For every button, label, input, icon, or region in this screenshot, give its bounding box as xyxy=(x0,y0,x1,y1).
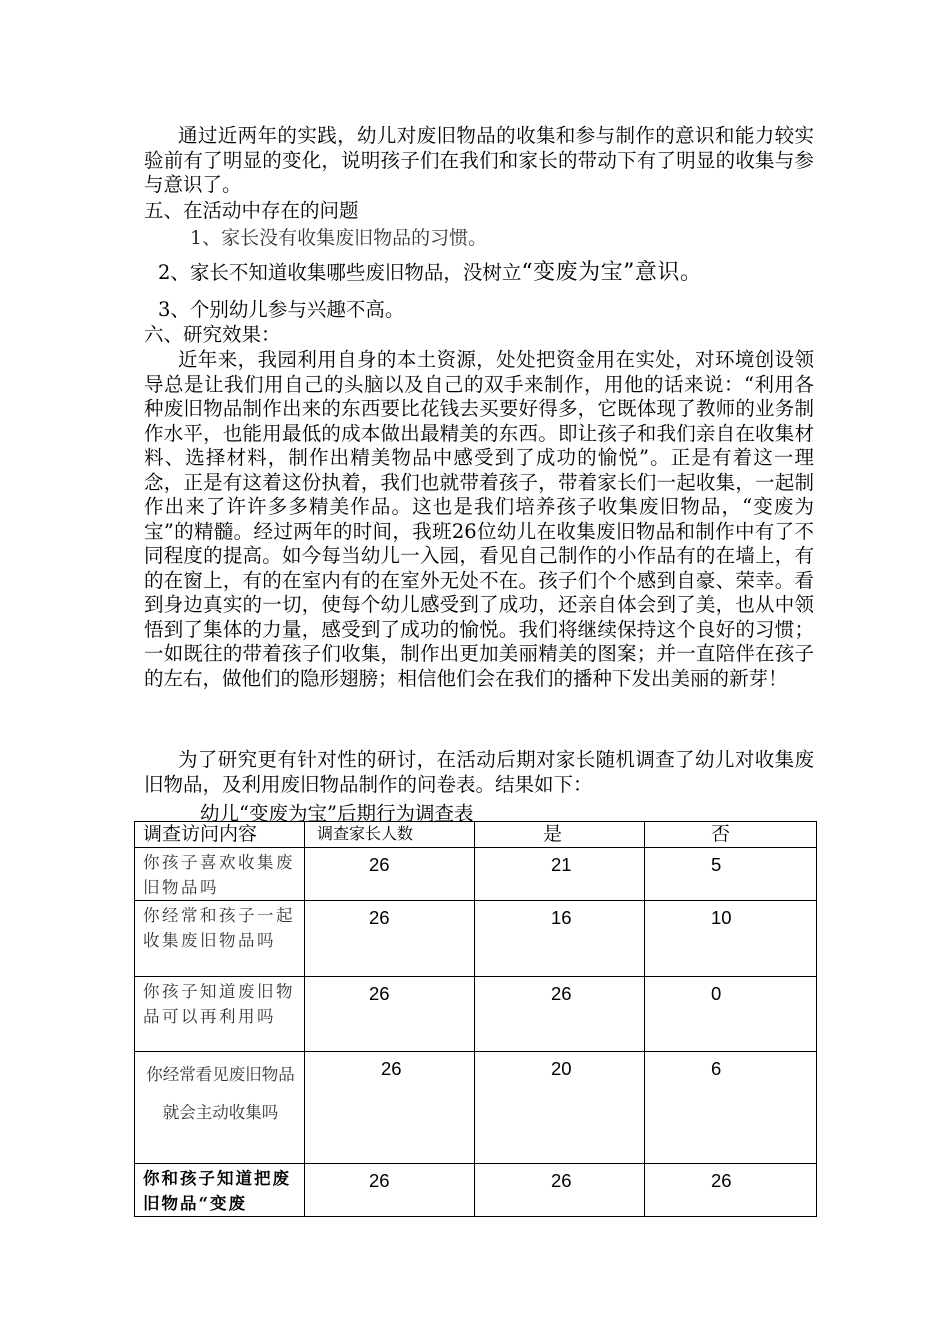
problem-2 xyxy=(158,261,702,286)
table-header-row xyxy=(135,822,817,848)
row-question: 你孩子喜欢收集废旧物品吗 xyxy=(135,848,305,901)
row-question: 你经常和孩子一起收集废旧物品吗 xyxy=(135,901,305,977)
row-no: 5 xyxy=(645,848,817,901)
table-row xyxy=(135,848,817,901)
section-6-heading: 六、研究效果： xyxy=(144,323,281,346)
table-row xyxy=(135,977,817,1052)
intro-paragraph: 通过近两年的实践，幼儿对废旧物品的收集和参与制作的意识和能力较实验前有了明显的变化，说明孩子们在我们和家长的带动下有了明显的收集与参与意识了。 xyxy=(144,124,814,196)
row-question: 你孩子知道废旧物品可以再利用吗 xyxy=(135,977,305,1052)
header-no: 否 xyxy=(645,822,817,848)
header-question: 调查访问内容 xyxy=(135,822,305,848)
problem-2-text: 2、家长不知道收集哪些废旧物品，没树立 xyxy=(158,261,522,284)
row-no: 0 xyxy=(645,977,817,1052)
row-total: 26 xyxy=(305,977,475,1052)
row-no: 10 xyxy=(645,901,817,977)
survey-table xyxy=(134,821,817,1217)
effect-paragraph: 近年来，我园利用自身的本土资源，处处把资金用在实处，对环境创设领导总是让我们用自己的头脑以及自己的双手来制作，用他的话来说：“利用各种废旧物品制作出来的东西要比花钱去买要好得多，它既体现了教师的业务制作水平，也能用最低的成本做出最精美的东西。即让孩子和我们亲自在收集材料、选择材料，制作出精美物品中感受到了成功的愉悦”。正是有着这一理念，正是有这着这份执着，我们也就带着孩子，带着家长们一起收集，一起制作出来了许许多多精美作品。这也是我们培养孩子收集废旧物品，“变废为宝”的精髓。经过两年的时间，我班26位幼儿在收集废旧物品和制作中有了不同程度的提高。如今每当幼儿一入园，看见自己制作的小作品有的在墙上，有的在窗上，有的在室内有的在室外无处不在。孩子们个个感到自豪、荣幸。看到身边真实的一切，使每个幼儿感受到了成功，还亲自体会到了美，也从中领悟到了集体的力量，感受到了成功的愉悦。我们将继续保持这个良好的习惯；一如既往的带着孩子们收集，制作出更加美丽精美的图案；并一直陪伴在孩子的左右，做他们的隐形翅膀；相信他们会在我们的播种下发出美丽的新芽！ xyxy=(144,348,814,690)
row-total: 26 xyxy=(305,901,475,977)
row-yes: 26 xyxy=(475,977,645,1052)
row-total: 26 xyxy=(305,1164,475,1217)
row-total: 26 xyxy=(305,848,475,901)
header-yes: 是 xyxy=(475,822,645,848)
row-yes: 21 xyxy=(475,848,645,901)
table-row xyxy=(135,1164,817,1217)
table-caption: 幼儿“变废为宝”后期行为调查表 xyxy=(200,802,474,825)
survey-intro-paragraph: 为了研究更有针对性的研讨，在活动后期对家长随机调查了幼儿对收集废旧物品，及利用废旧物品制作的问卷表。结果如下： xyxy=(144,748,814,796)
problem-2-emphasis: “变废为宝”意识。 xyxy=(521,260,703,285)
row-question: 你经常看见废旧物品就会主动收集吗 xyxy=(135,1052,305,1164)
row-question: 你和孩子知道把废旧物品“变废 xyxy=(135,1164,305,1217)
row-total: 26 xyxy=(305,1052,475,1164)
section-5-heading: 五、在活动中存在的问题 xyxy=(144,199,359,222)
row-yes: 26 xyxy=(475,1164,645,1217)
row-yes: 20 xyxy=(475,1052,645,1164)
row-yes: 16 xyxy=(475,901,645,977)
table-row xyxy=(135,901,817,977)
row-no: 6 xyxy=(645,1052,817,1164)
row-no: 26 xyxy=(645,1164,817,1217)
table-row xyxy=(135,1052,817,1164)
header-total: 调查家长人数 xyxy=(305,822,475,848)
problem-3: 3、个别幼儿参与兴趣不高。 xyxy=(158,298,405,321)
problem-1: 1、家长没有收集废旧物品的习惯。 xyxy=(190,227,488,249)
